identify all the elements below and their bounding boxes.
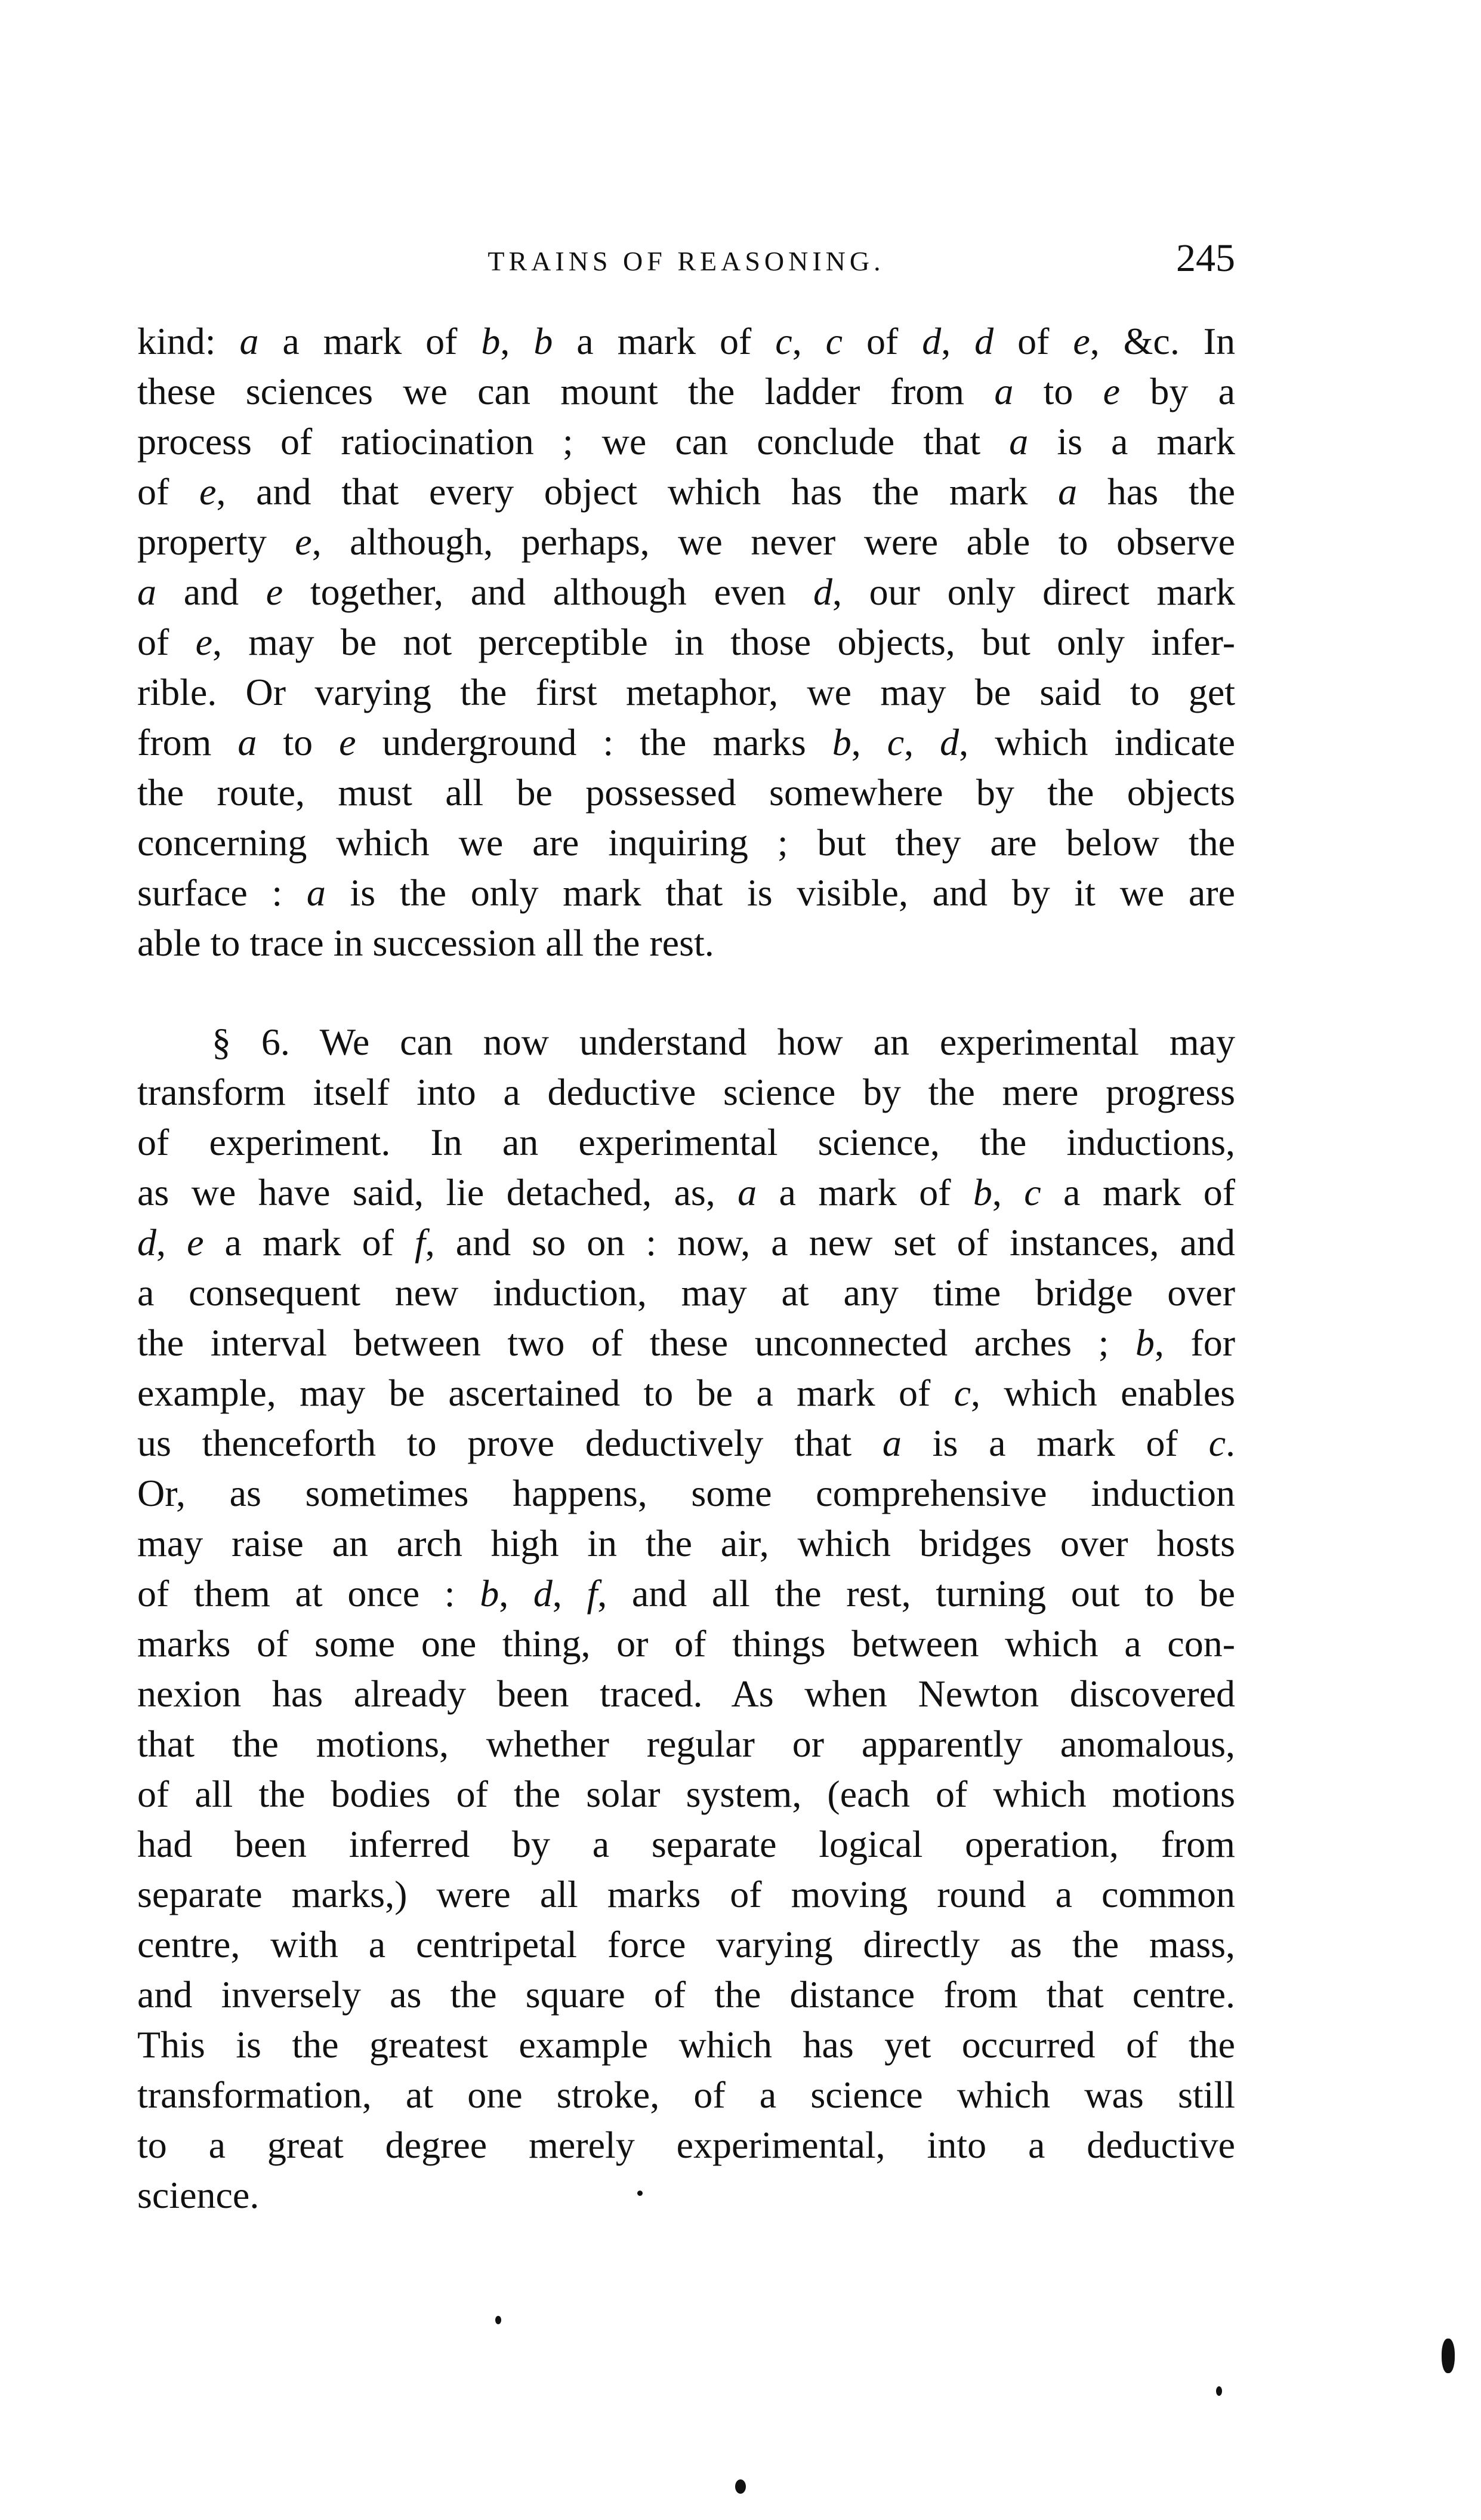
text-line: the interval between two of these unconnected arches ; b, for	[137, 1321, 1236, 1364]
ink-speck	[1442, 2339, 1455, 2373]
text-line: of them at once : b, d, f, and all the rest, turning out to be	[137, 1572, 1236, 1615]
text-line: Or, as sometimes happens, some comprehensive induction	[137, 1472, 1235, 1514]
text-line: the route, must all be possessed somewhere by the objects	[137, 771, 1235, 814]
text-line: of all the bodies of the solar system, (each of which motions	[137, 1773, 1235, 1815]
text-line: from a to e underground : the marks b, c, d, which indicate	[137, 721, 1236, 763]
text-line: marks of some one thing, or of things between which a con-	[137, 1622, 1235, 1665]
text-line: of e, may be not perceptible in those objects, but only infer-	[137, 621, 1236, 663]
text-line: may raise an arch high in the air, which bridges over hosts	[137, 1522, 1235, 1564]
paragraph-gap	[137, 968, 1235, 1017]
body-text	[137, 316, 1235, 2220]
text-line: process of ratiocination ; we can conclude that a is a mark	[137, 420, 1236, 463]
text-line: to a great degree merely experimental, into a deductive	[137, 2124, 1235, 2166]
ink-speck	[1216, 2386, 1222, 2396]
text-line: transformation, at one stroke, of a science which was still	[137, 2074, 1235, 2116]
text-line: rible. Or varying the first metaphor, we may be said to get	[137, 671, 1235, 713]
text-line: nexion has already been traced. As when Newton discovered	[137, 1672, 1235, 1715]
text-line: example, may be ascertained to be a mark of c, which enables	[137, 1372, 1236, 1414]
text-line: surface : a is the only mark that is visible, and by it we are	[137, 871, 1236, 914]
text-line: § 6. We can now understand how an experimental may	[212, 1021, 1235, 1063]
text-line: This is the greatest example which has yet occurred of the	[137, 2023, 1235, 2066]
text-line: us thenceforth to prove deductively that a is a mark of c.	[137, 1422, 1236, 1464]
running-title: TRAINS OF REASONING.	[488, 246, 885, 276]
text-line: a and e together, and although even d, our only direct mark	[137, 571, 1236, 613]
ink-speck	[735, 2479, 746, 2494]
text-line: able to trace in succession all the rest.	[137, 922, 714, 964]
text-line: property e, although, perhaps, we never were able to observe	[137, 520, 1236, 563]
text-line: transform itself into a deductive science by the mere progress	[137, 1071, 1235, 1113]
ink-speck	[637, 2191, 643, 2196]
text-line: science.	[137, 2174, 260, 2216]
text-line: of experiment. In an experimental science, the inductions,	[137, 1121, 1235, 1163]
text-line: and inversely as the square of the distance from that centre.	[137, 1973, 1235, 2016]
text-line: centre, with a centripetal force varying directly as the mass,	[137, 1923, 1235, 1966]
text-line: d, e a mark of f, and so on : now, a new set of instances, and	[137, 1221, 1235, 1264]
text-line: concerning which we are inquiring ; but they are below the	[137, 821, 1235, 864]
text-line: that the motions, whether regular or apparently anomalous,	[137, 1723, 1235, 1765]
text-line: as we have said, lie detached, as, a a mark of b, c a mark of	[137, 1171, 1235, 1213]
text-line: a consequent new induction, may at any time bridge over	[137, 1271, 1235, 1314]
paragraph	[137, 316, 1235, 968]
text-line: of e, and that every object which has the mark a has the	[137, 470, 1236, 513]
text-line: these sciences we can mount the ladder from a to e by a	[137, 370, 1235, 412]
page-number: 245	[1176, 236, 1235, 280]
paragraph	[137, 1017, 1235, 2220]
ink-speck	[495, 2316, 501, 2324]
running-head	[137, 236, 1235, 289]
text-line: had been inferred by a separate logical operation, from	[137, 1823, 1235, 1865]
text-line: kind: a a mark of b, b a mark of c, c of d, d of e, &c. In	[137, 320, 1236, 362]
text-line: separate marks,) were all marks of moving round a common	[137, 1873, 1235, 1915]
